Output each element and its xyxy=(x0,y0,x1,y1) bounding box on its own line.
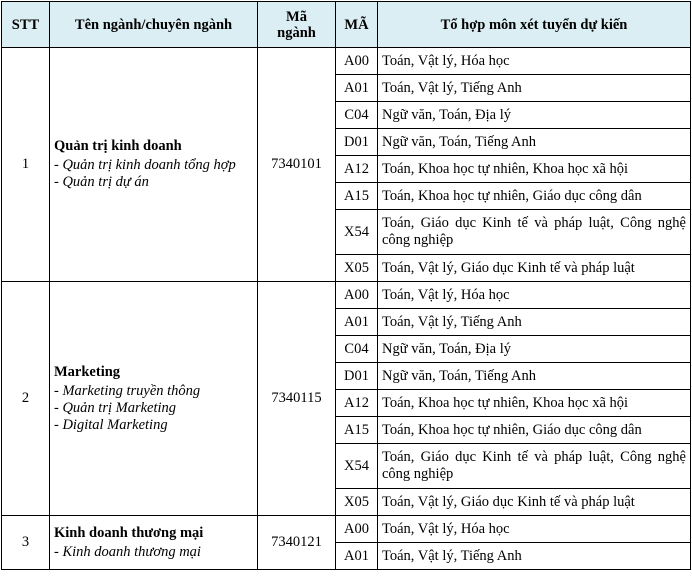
major-title: Kinh doanh thương mại xyxy=(54,524,204,541)
major-cell xyxy=(50,282,258,516)
header-major-code-line2: ngành xyxy=(277,24,316,41)
combo-subjects-cell: Toán, Khoa học tự nhiên, Khoa học xã hội xyxy=(378,390,691,417)
combo-subjects-cell: Toán, Vật lý, Tiếng Anh xyxy=(378,543,691,570)
major-code-cell: 7340121 xyxy=(258,516,336,570)
major-cell xyxy=(50,48,258,282)
specialization-item: - Quản trị dự án xyxy=(54,174,149,190)
combo-subjects-cell: Toán, Vật lý, Tiếng Anh xyxy=(378,309,691,336)
combo-subjects-cell: Toán, Vật lý, Hóa học xyxy=(378,48,691,75)
combo-code-cell: X54 xyxy=(336,210,378,255)
combo-code-cell: D01 xyxy=(336,363,378,390)
combo-subjects-cell: Ngữ văn, Toán, Địa lý xyxy=(378,102,691,129)
major-title: Quản trị kinh doanh xyxy=(54,138,182,154)
combo-subjects-cell: Toán, Khoa học tự nhiên, Giáo dục công dân xyxy=(378,183,691,210)
major-title: Marketing xyxy=(54,363,121,380)
header-major-code xyxy=(258,2,336,48)
combo-code-cell: A00 xyxy=(336,282,378,309)
specialization-item: - Kinh doanh thương mại xyxy=(54,543,201,560)
header-stt: STT xyxy=(2,2,50,48)
combo-code-cell: A01 xyxy=(336,309,378,336)
combo-code-cell: A00 xyxy=(336,48,378,75)
combo-subjects-cell: Ngữ văn, Toán, Tiếng Anh xyxy=(378,363,691,390)
combo-code-cell: A00 xyxy=(336,516,378,543)
header-combo: Tổ hợp môn xét tuyển dự kiến xyxy=(378,2,691,48)
combo-code-cell: X05 xyxy=(336,489,378,516)
stt-cell: 1 xyxy=(2,48,50,282)
table-row xyxy=(2,48,691,75)
combo-subjects-cell: Toán, Khoa học tự nhiên, Khoa học xã hội xyxy=(378,156,691,183)
combo-code-cell: A15 xyxy=(336,183,378,210)
major-code-cell: 7340115 xyxy=(258,282,336,516)
combo-subjects-cell: Ngữ văn, Toán, Tiếng Anh xyxy=(378,129,691,156)
combo-subjects-cell: Toán, Giáo dục Kinh tế và pháp luật, Công nghệ công nghiệp xyxy=(378,444,691,489)
combo-subjects-cell: Toán, Khoa học tự nhiên, Giáo dục công dân xyxy=(378,417,691,444)
major-cell xyxy=(50,516,258,570)
admission-table xyxy=(1,1,691,570)
specialization-item: - Marketing truyền thông xyxy=(54,382,201,399)
header-major: Tên ngành/chuyên ngành xyxy=(50,2,258,48)
table-row xyxy=(2,282,691,309)
combo-subjects-cell: Toán, Giáo dục Kinh tế và pháp luật, Công nghệ công nghiệp xyxy=(378,210,691,255)
combo-code-cell: A15 xyxy=(336,417,378,444)
combo-subjects-cell: Toán, Vật lý, Hóa học xyxy=(378,282,691,309)
combo-subjects-cell: Ngữ văn, Toán, Địa lý xyxy=(378,336,691,363)
table-row xyxy=(2,516,691,543)
combo-subjects-cell: Toán, Vật lý, Hóa học xyxy=(378,516,691,543)
specialization-item: - Quản trị Marketing xyxy=(54,399,177,416)
combo-code-cell: D01 xyxy=(336,129,378,156)
combo-code-cell: C04 xyxy=(336,102,378,129)
stt-cell: 3 xyxy=(2,516,50,570)
combo-code-cell: A01 xyxy=(336,75,378,102)
combo-code-cell: A12 xyxy=(336,156,378,183)
combo-subjects-cell: Toán, Vật lý, Tiếng Anh xyxy=(378,75,691,102)
combo-subjects-cell: Toán, Vật lý, Giáo dục Kinh tế và pháp luật xyxy=(378,489,691,516)
major-code-cell: 7340101 xyxy=(258,48,336,282)
specialization-item: - Quản trị kinh doanh tổng hợp xyxy=(54,157,236,173)
combo-code-cell: C04 xyxy=(336,336,378,363)
specialization-item: - Digital Marketing xyxy=(54,416,168,433)
header-row xyxy=(2,2,691,48)
combo-subjects-cell: Toán, Vật lý, Giáo dục Kinh tế và pháp luật xyxy=(378,255,691,282)
stt-cell: 2 xyxy=(2,282,50,516)
combo-code-cell: A01 xyxy=(336,543,378,570)
combo-code-cell: X54 xyxy=(336,444,378,489)
combo-code-cell: A12 xyxy=(336,390,378,417)
header-major-code-line1: Mã xyxy=(286,8,307,25)
header-combo-code: MÃ xyxy=(336,2,378,48)
combo-code-cell: X05 xyxy=(336,255,378,282)
